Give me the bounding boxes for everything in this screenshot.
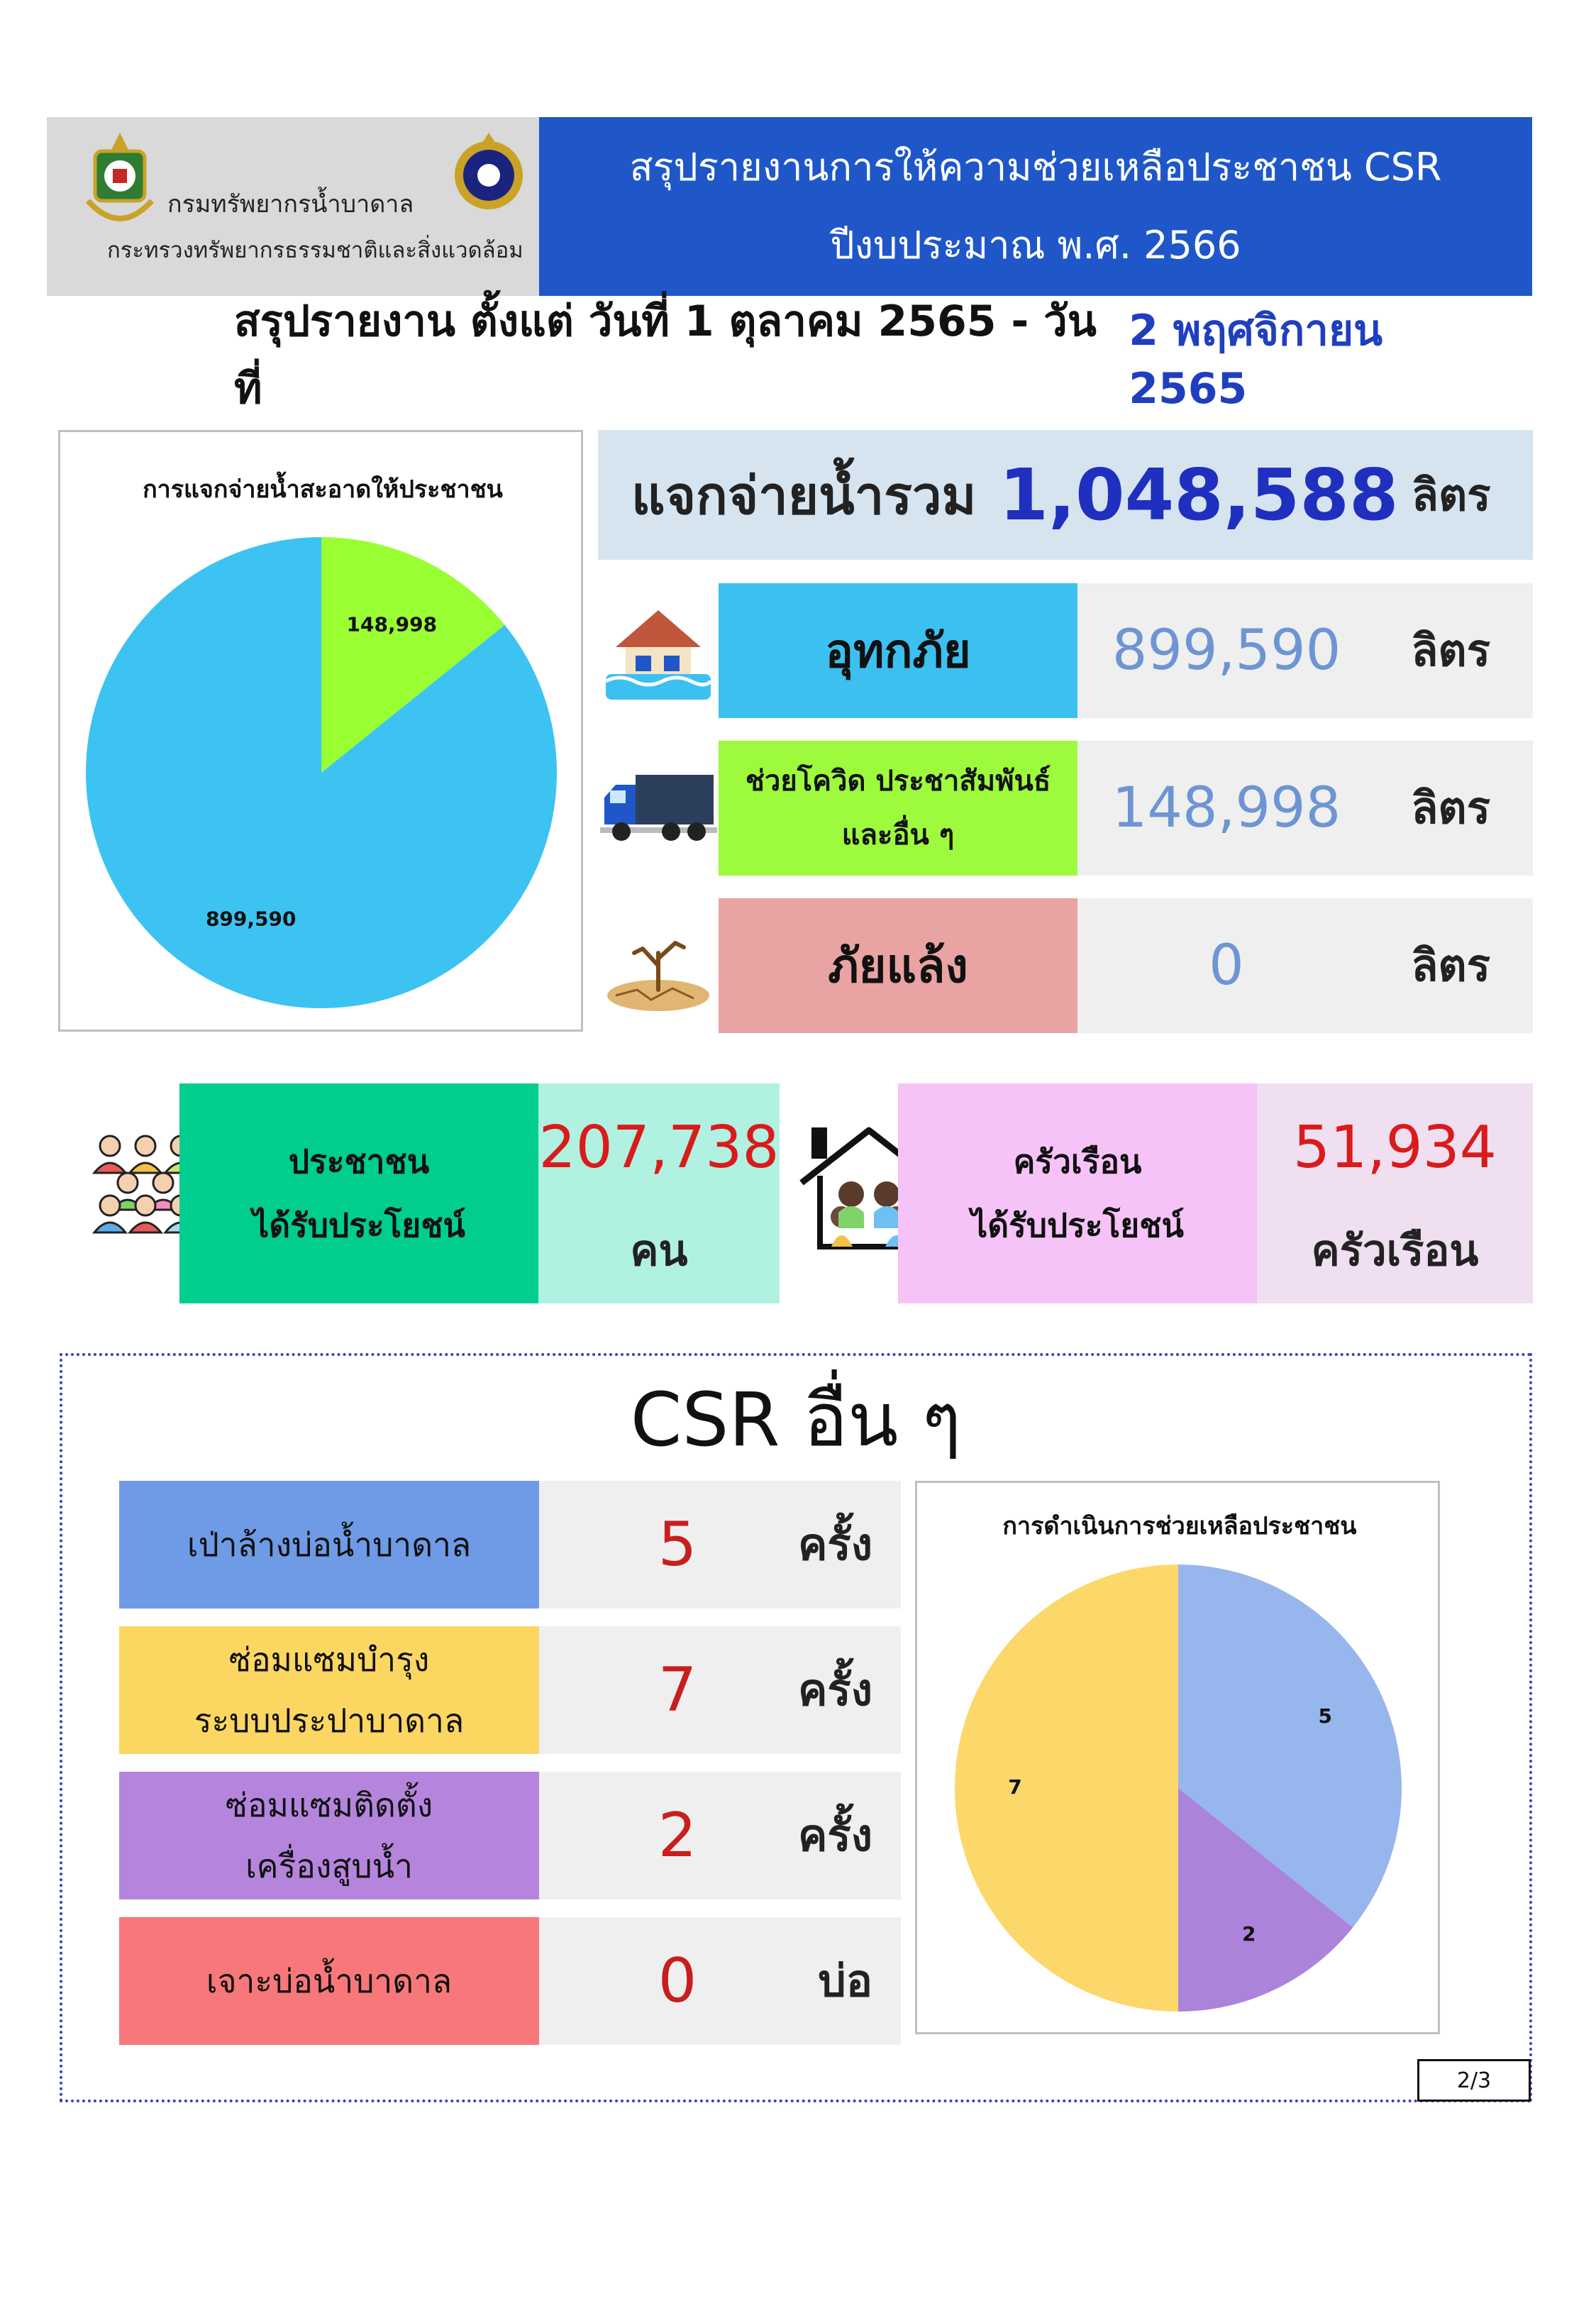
ministry-name: กระทรวงทรัพยากรธรรมชาติและสิ่งแวดล้อม — [107, 238, 523, 263]
category-drought-label: ภัยแล้ง — [719, 898, 1077, 1033]
csr-item-unit: ครั้ง — [797, 1518, 872, 1570]
category-covid-unit: ลิตร — [1411, 782, 1490, 834]
people-benefit-value-cell — [538, 1083, 780, 1303]
total-water-unit: ลิตร — [1412, 468, 1491, 521]
ministry-seal-icon — [450, 131, 528, 224]
fiscal-year: ปีงบประมาณ พ.ศ. 2566 — [830, 223, 1241, 267]
category-flood-label: อุทกภัย — [719, 583, 1077, 718]
page-number: 2/3 — [1417, 2059, 1531, 2102]
header-agency-panel — [47, 117, 539, 296]
household-benefit-label-line2: ได้รับประโยชน์ — [971, 1206, 1184, 1245]
csr-item-value-cell — [539, 1917, 901, 2045]
pie-data-label: 899,590 — [205, 907, 297, 931]
csr-item-value: 0 — [658, 1946, 697, 2017]
agency-name: กรมทรัพยากรน้ำบาดาล — [167, 190, 414, 219]
total-water-value: 1,048,588 — [999, 453, 1399, 536]
category-covid-label-line1: ช่วยโควิด ประชาสัมพันธ์ — [745, 765, 1051, 798]
csr-item-label-pump — [119, 1772, 539, 1899]
csr-item-unit: ครั้ง — [797, 1809, 872, 1861]
csr-item-value: 5 — [658, 1509, 697, 1580]
category-covid-label — [719, 741, 1077, 876]
people-benefit-value: 207,738 — [538, 1113, 780, 1181]
household-benefit-label-line1: ครัวเรือน — [1013, 1142, 1142, 1181]
csr-item-label-plumbing — [119, 1626, 539, 1754]
csr-item-value: 7 — [658, 1655, 697, 1726]
csr-item-unit: ครั้ง — [797, 1664, 872, 1716]
category-flood-value-cell — [1077, 583, 1533, 718]
report-range-prefix: สรุปรายงาน ตั้งแต่ วันที่ 1 ตุลาคม 2565 - วันที่ — [234, 297, 1097, 414]
pie-data-label: 7 — [1008, 1775, 1022, 1799]
csr-item-label-line1: เจาะบ่อน้ำบาดาล — [206, 1962, 453, 2000]
flooded-house-icon — [602, 597, 715, 704]
header-title-panel — [539, 117, 1532, 296]
report-title: สรุปรายงานการให้ความช่วยเหลือประชาชน CSR — [629, 145, 1442, 189]
pie-data-label: 148,998 — [346, 612, 438, 636]
household-benefit-value: 51,934 — [1293, 1113, 1497, 1181]
csr-section-title: CSR อื่น ๆ — [630, 1376, 962, 1463]
pie-chart-svg — [60, 432, 585, 1034]
people-benefit-label-line1: ประชาชน — [288, 1142, 430, 1181]
flood-icon-cell — [598, 583, 719, 718]
pie-slice — [955, 1565, 1178, 2012]
csr-item-label-line1: ซ่อมแซมติดตั้ง — [225, 1786, 433, 1824]
category-flood-unit: ลิตร — [1411, 624, 1490, 676]
report-range-end-date: 2 พฤศจิกายน 2565 — [1129, 305, 1383, 414]
agency-emblem-icon — [74, 130, 166, 236]
csr-item-value-cell — [539, 1481, 901, 1609]
category-covid-value-cell — [1077, 741, 1533, 876]
report-date-range — [234, 297, 1511, 414]
csr-item-value: 2 — [658, 1800, 697, 1871]
csr-item-label-flushing — [119, 1481, 539, 1609]
drought-icon — [602, 916, 715, 1015]
chart-title: การแจกจ่ายน้ำสะอาดให้ประชาชน — [143, 475, 503, 504]
category-flood-value: 899,590 — [1112, 619, 1341, 683]
people-benefit-label — [179, 1083, 538, 1303]
csr-item-value-cell — [539, 1626, 901, 1754]
category-covid-label-line2: และอื่น ๆ — [841, 819, 955, 851]
category-drought-unit: ลิตร — [1411, 939, 1490, 991]
csr-item-value-cell — [539, 1772, 901, 1899]
pie-data-label: 2 — [1242, 1922, 1256, 1946]
water-distribution-chart — [58, 430, 583, 1032]
csr-item-label-line1: ซ่อมแซมบำรุง — [228, 1640, 430, 1679]
csr-item-label-line2: เครื่องสูบน้ำ — [245, 1847, 413, 1885]
category-drought-value-cell — [1077, 898, 1533, 1033]
chart-title: การดำเนินการช่วยเหลือประชาชน — [1002, 1512, 1357, 1540]
csr-item-label-line2: ระบบประปาบาดาล — [194, 1701, 465, 1740]
household-benefit-value-cell — [1257, 1083, 1533, 1303]
category-drought-value: 0 — [1209, 934, 1244, 998]
total-water-label: แจกจ่ายน้ำรวม — [631, 465, 977, 526]
category-covid-value: 148,998 — [1112, 776, 1341, 840]
people-benefit-label-line2: ได้รับประโยชน์ — [253, 1206, 465, 1245]
assistance-operations-chart — [915, 1481, 1440, 2034]
csr-item-unit: บ่อ — [818, 1955, 872, 2007]
csr-item-label-line1: เป่าล้างบ่อน้ำบาดาล — [187, 1526, 472, 1564]
pie-data-label: 5 — [1318, 1704, 1332, 1728]
people-benefit-unit: คน — [630, 1225, 688, 1276]
household-benefit-unit: ครัวเรือน — [1311, 1225, 1479, 1276]
pie-chart-svg — [917, 1483, 1442, 2036]
household-benefit-label — [898, 1083, 1257, 1303]
csr-item-label-drilling — [119, 1917, 539, 2045]
water-truck-icon — [600, 769, 717, 847]
drought-icon-cell — [598, 898, 719, 1033]
covid-icon-cell — [598, 741, 719, 876]
